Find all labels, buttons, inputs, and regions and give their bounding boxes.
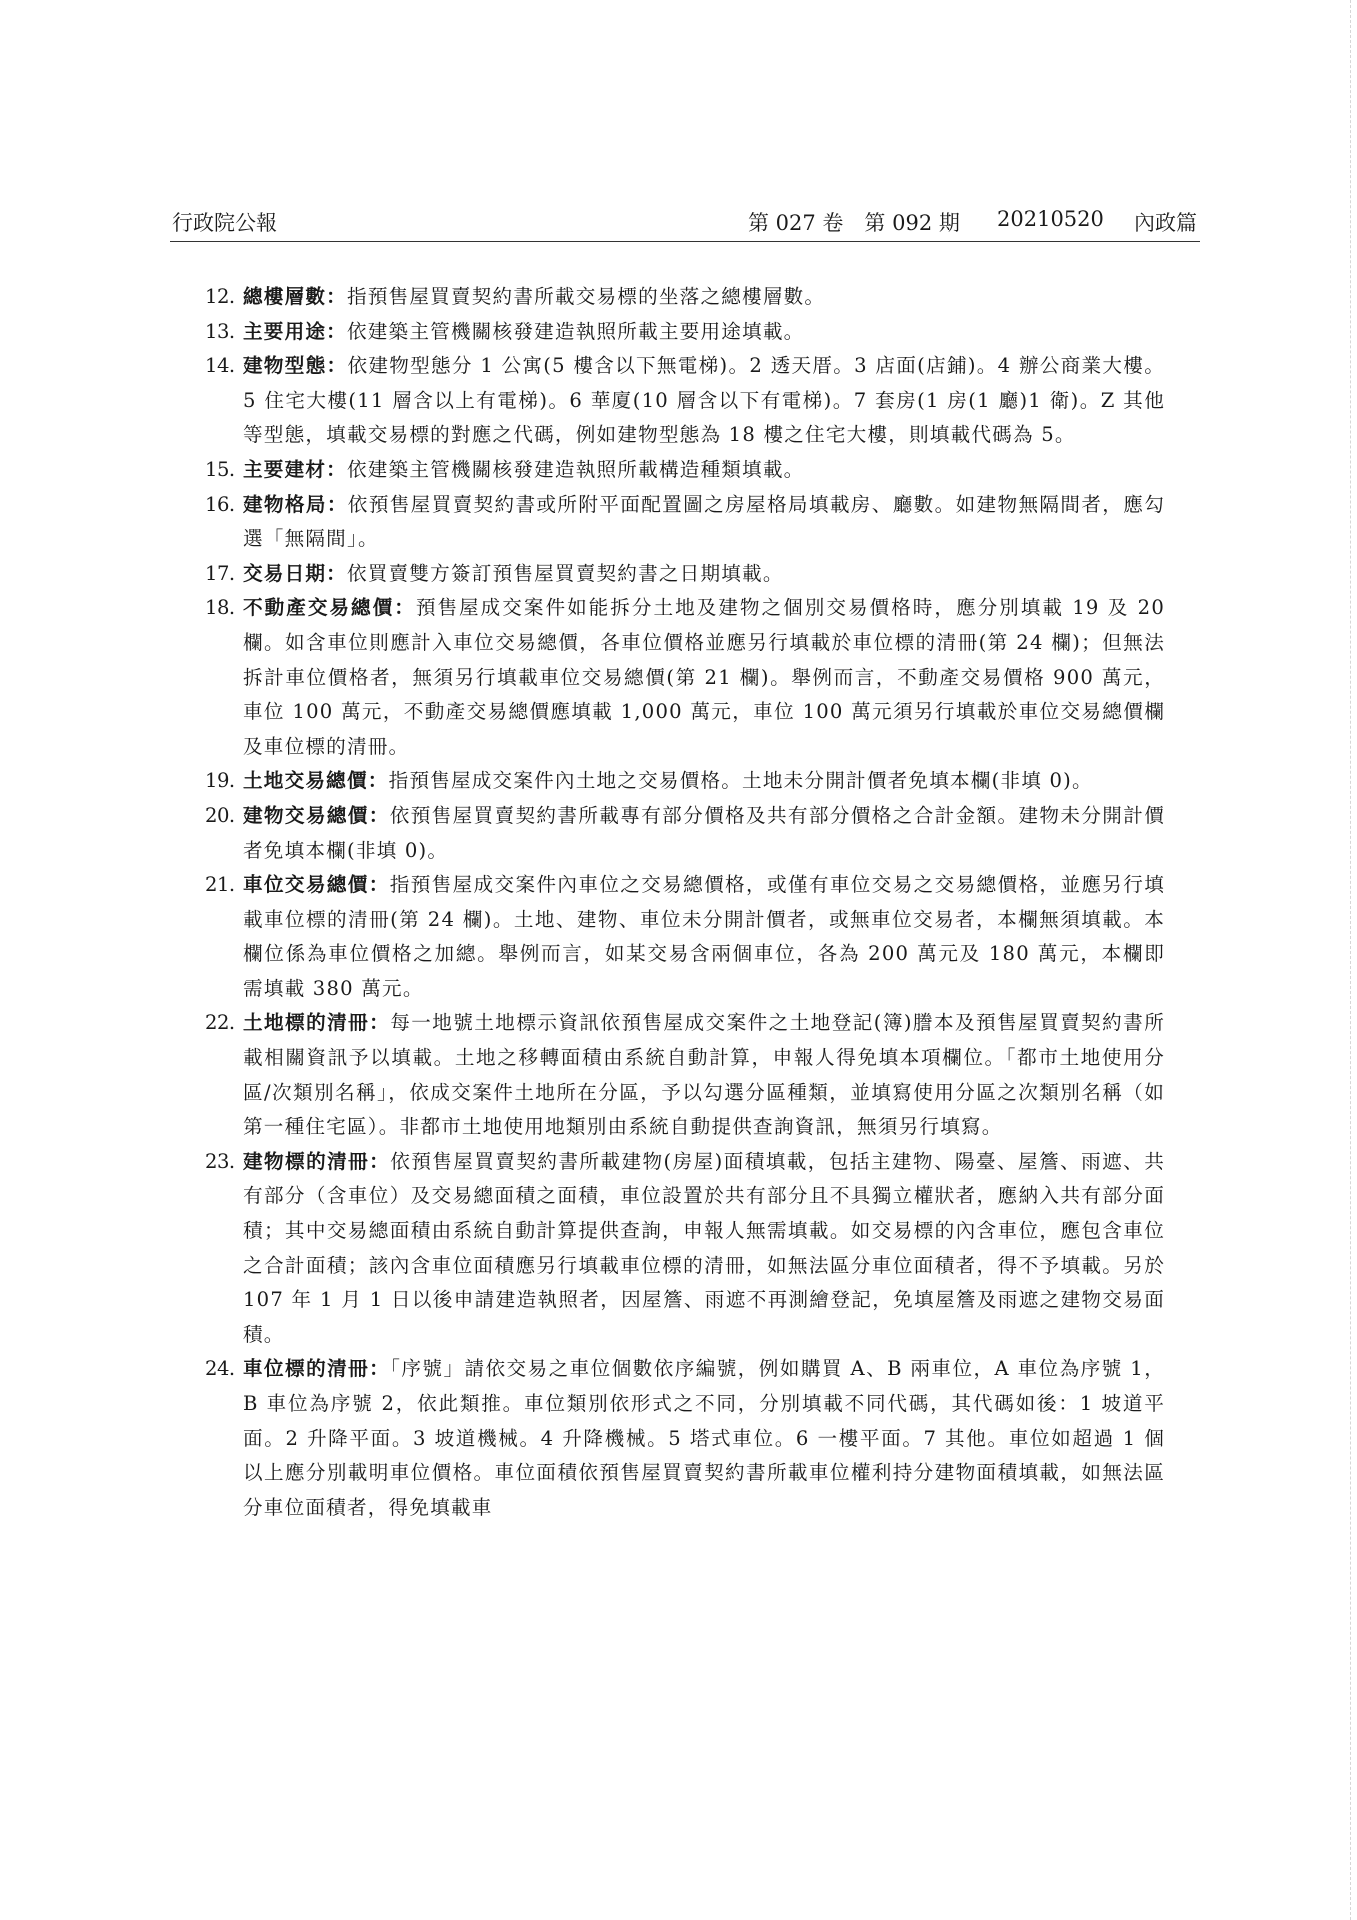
item-number: 20. xyxy=(205,803,235,827)
item-term: 建物型態： xyxy=(243,354,348,378)
item-text: 指預售屋成交案件內土地之交易價格。土地未分開計價者免填本欄(非填 0)。 xyxy=(388,769,1093,793)
page-header xyxy=(170,207,1200,242)
document-body xyxy=(205,280,1165,1525)
item-number: 24. xyxy=(205,1357,235,1381)
item-text: 每一地號土地標示資訊依預售屋成交案件之土地登記(簿)謄本及預售屋買賣契約書所載相關資訊予以填載。土地之移轉面積由系統自動計算，申報人得免填本項欄位。「都市土地使用分區/次類別名稱」，依成交案件土地所在分區，予以勾選分區種類，並填寫使用分區之次類別名稱（如第一種住宅區）。非都市土地使用地類別由系統自動提供查詢資訊，無須另行填寫。 xyxy=(243,1011,1166,1139)
item-body xyxy=(243,349,1165,453)
item-term: 主要建材： xyxy=(243,457,347,481)
list-item xyxy=(205,591,1165,764)
issue-date: 20210520 xyxy=(997,207,1104,231)
item-text: 依預售屋買賣契約書所載專有部分價格及共有部分價格之合計金額。建物未分開計價者免填本欄(非填 0)。 xyxy=(243,803,1165,862)
item-body xyxy=(243,280,1165,315)
item-term: 車位標的清冊： xyxy=(243,1357,391,1381)
item-text: 預售屋成交案件如能拆分土地及建物之個別交易價格時，應分別填載 19 及 20 欄。如含車位則應計入車位交易總價，各車位價格並應另行填載於車位標的清冊(第 24 欄)；但無法拆計車位價格者，無須另行填載車位交易總價(第 21 欄)。舉例而言，不動產交易價格 900 萬元，車位 100 萬元，不動產交易總價應填載 1,000 萬元，車位 100 萬元須另行填載於車位交易總價欄及車位標的清冊。 xyxy=(243,596,1165,758)
item-body xyxy=(243,1352,1165,1525)
item-term: 總樓層數： xyxy=(243,285,347,308)
item-term: 土地標的清冊： xyxy=(243,1011,391,1035)
list-item xyxy=(205,315,1165,350)
item-body xyxy=(243,799,1165,868)
item-body xyxy=(243,868,1165,1006)
item-number: 23. xyxy=(205,1149,235,1173)
item-number: 16. xyxy=(205,492,235,516)
volume-issue: 第 027 卷 第 092 期 xyxy=(748,211,960,235)
item-term: 建物交易總價： xyxy=(243,803,390,827)
item-text: 依預售屋買賣契約書或所附平面配置圖之房屋格局填載房、廳數。如建物無隔間者，應勾選「無隔間」。 xyxy=(243,492,1165,551)
list-item xyxy=(205,557,1165,592)
item-body xyxy=(243,1145,1165,1353)
item-text: 依建築主管機關核發建造執照所載構造種類填載。 xyxy=(346,457,805,481)
item-term: 交易日期： xyxy=(243,561,347,585)
item-body xyxy=(243,764,1165,799)
item-term: 建物標的清冊： xyxy=(243,1149,391,1173)
item-number: 12. xyxy=(205,285,235,308)
list-item xyxy=(205,349,1165,453)
list-item xyxy=(205,280,1165,315)
item-body xyxy=(243,591,1165,764)
item-number: 15. xyxy=(205,457,235,481)
item-number: 18. xyxy=(205,596,235,620)
list-item xyxy=(205,868,1165,1006)
item-text: 依買賣雙方簽訂預售屋買賣契約書之日期填載。 xyxy=(346,561,784,585)
item-term: 主要用途： xyxy=(243,319,347,343)
item-text: 依建物型態分 1 公寓(5 樓含以下無電梯)。2 透天厝。3 店面(店鋪)。4 辦公商業大樓。5 住宅大樓(11 層含以上有電梯)。6 華廈(10 層含以下有電梯)。7 套房(1 房(1 廳)1 衛)。Z 其他等型態，填載交易標的對應之代碼，例如建物型態為 18 樓之住宅大樓，則填載代碼為 5。 xyxy=(243,354,1165,447)
item-body xyxy=(243,488,1165,557)
item-text: 指預售屋成交案件內車位之交易總價格，或僅有車位交易之交易總價格，並應另行填載車位標的清冊(第 24 欄)。土地、建物、車位未分開計價者，或無車位交易者，本欄無須填載。本欄位係為車位價格之加總。舉例而言，如某交易含兩個車位，各為 200 萬元及 180 萬元，本欄即需填載 380 萬元。 xyxy=(243,873,1165,1000)
item-text: 依建築主管機關核發建造執照所載主要用途填載。 xyxy=(346,319,805,343)
item-body xyxy=(243,315,1165,350)
item-number: 13. xyxy=(205,319,235,343)
item-term: 建物格局： xyxy=(243,492,348,516)
item-text: 依預售屋買賣契約書所載建物(房屋)面積填載，包括主建物、陽臺、屋簷、雨遮、共有部分（含車位）及交易總面積之面積，車位設置於共有部分且不具獨立權狀者，應納入共有部分面積；其中交易總面積由系統自動計算提供查詢，申報人無需填載。如交易標的內含車位，應包含車位之合計面積；該內含車位面積應另行填載車位標的清冊，如無法區分車位面積者，得不予填載。另於 107 年 1 月 1 日以後申請建造執照者，因屋簷、雨遮不再測繪登記，免填屋簷及雨遮之建物交易面積。 xyxy=(243,1149,1166,1346)
item-term: 土地交易總價： xyxy=(243,769,389,793)
list-item xyxy=(205,1145,1165,1353)
item-text: 指預售屋買賣契約書所載交易標的坐落之總樓層數。 xyxy=(346,285,826,308)
scan-edge-line xyxy=(1349,0,1351,1920)
list-item xyxy=(205,453,1165,488)
publication-name: 行政院公報 xyxy=(172,211,277,235)
list-item xyxy=(205,799,1165,868)
item-term: 不動產交易總價： xyxy=(243,596,416,620)
list-item xyxy=(205,764,1165,799)
item-text: 「序號」請依交易之車位個數依序編號，例如購買 A、B 兩車位，A 車位為序號 1，B 車位為序號 2，依此類推。車位類別依形式之不同，分別填載不同代碼，其代碼如後：1 坡道平面。2 升降平面。3 坡道機械。4 升降機械。5 塔式車位。6 一樓平面。7 其他。車位如超過 1 個以上應分別載明車位價格。車位面積依預售屋買賣契約書所載車位權利持分建物面積填載，如無法區分車位面積者，得免填載車 xyxy=(243,1357,1165,1519)
item-body xyxy=(243,557,1165,592)
list-item xyxy=(205,488,1165,557)
item-number: 22. xyxy=(205,1011,235,1035)
item-number: 19. xyxy=(205,769,235,793)
item-body xyxy=(243,453,1165,488)
item-term: 車位交易總價： xyxy=(243,873,390,897)
item-number: 21. xyxy=(205,873,235,897)
list-item xyxy=(205,1006,1165,1144)
item-number: 17. xyxy=(205,561,235,585)
item-body xyxy=(243,1006,1165,1144)
list-item xyxy=(205,1352,1165,1525)
item-number: 14. xyxy=(205,354,235,378)
section-name: 內政篇 xyxy=(1134,211,1197,235)
